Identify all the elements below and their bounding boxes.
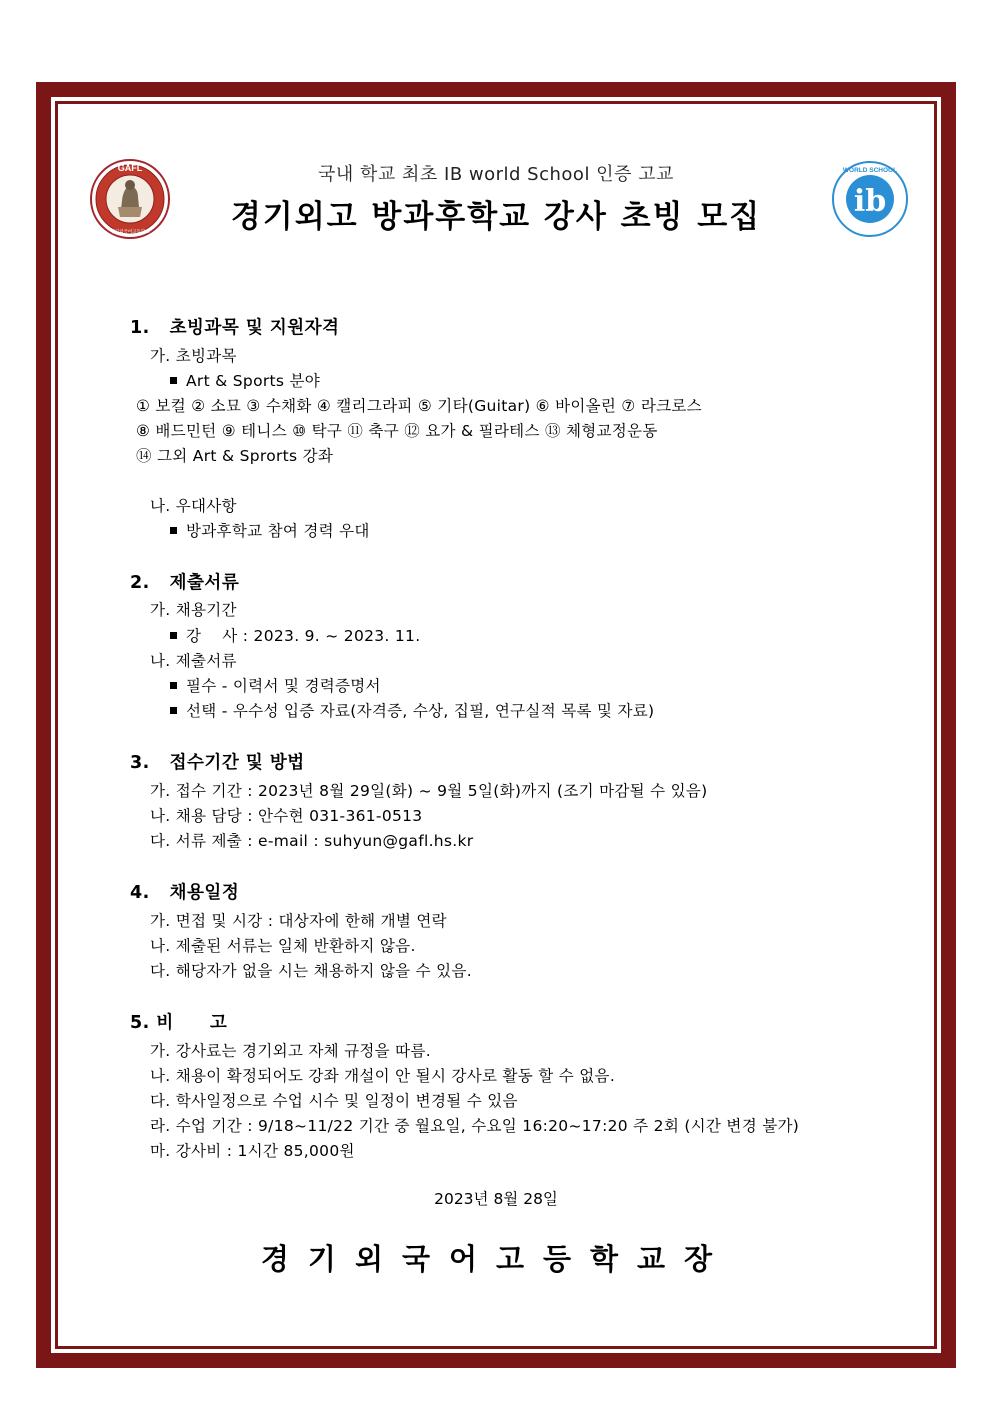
section-title: 접수기간 및 방법: [169, 753, 305, 773]
logo-text-top: GAFL: [117, 163, 143, 173]
s3-c: 다. 서류 제출 : e-mail : suhyun@gafl.hs.kr: [150, 832, 474, 850]
bullet-square-icon: [170, 377, 177, 384]
s5-a: 가. 강사료는 경기외고 자체 규정을 따름.: [150, 1042, 431, 1060]
bullet-text: 선택 - 우수성 입증 자료(자격증, 수상, 집필, 연구실적 목록 및 자료): [186, 702, 655, 720]
inner-border: [55, 101, 937, 1349]
bullet-text: 강 사 : 2023. 9. ~ 2023. 11.: [186, 627, 421, 645]
section-number: 3.: [130, 753, 150, 773]
s1-subjects-line-1: ① 보컬 ② 소묘 ③ 수채화 ④ 캘리그라피 ⑤ 기타(Guitar) ⑥ 바이올린 ⑦ 라크로스: [136, 397, 702, 415]
section-2-heading: [130, 569, 239, 594]
section-number: 2.: [130, 573, 150, 593]
section-3-heading: [130, 749, 305, 774]
section-1-heading: [130, 314, 339, 339]
header-title: 경기외고 방과후학교 강사 초빙 모집: [230, 199, 762, 235]
section-title: 제출서류: [169, 573, 240, 593]
s1-a-bullet: [170, 369, 320, 391]
s5-e: 마. 강사비 : 1시간 85,000원: [150, 1142, 355, 1160]
section-title-b: 고: [209, 1013, 228, 1033]
s2-b-bullet-2: [170, 699, 654, 721]
s5-c: 다. 학사일정으로 수업 시수 및 일정이 변경될 수 있음: [150, 1092, 518, 1110]
s5-d: 라. 수업 기간 : 9/18~11/22 기간 중 월요일, 수요일 16:20~17:20 주 2회 (시간 변경 불가): [150, 1117, 800, 1135]
ib-mark-text: ib: [853, 184, 887, 219]
s1-b-bullet: [170, 519, 370, 541]
s1-b-label: 나. 우대사항: [150, 497, 237, 515]
section-number: 1.: [130, 318, 150, 338]
bullet-square-icon: [170, 527, 177, 534]
header-subtitle: 국내 학교 최초 IB world School 인증 고교: [318, 164, 674, 185]
bullet-square-icon: [170, 682, 177, 689]
bullet-text: Art & Sports 분야: [186, 372, 321, 390]
ib-ring-text: WORLD SCHOOL: [842, 167, 898, 174]
s1-subjects-line-2: ⑧ 배드민턴 ⑨ 테니스 ⑩ 탁구 ⑪ 축구 ⑫ 요가 & 필라테스 ⑬ 체형교정운동: [136, 422, 658, 440]
principal-signature: 경기외국어고등학교장: [260, 1242, 732, 1276]
s5-b: 나. 채용이 확정되어도 강좌 개설이 안 될시 강사로 활동 할 수 없음.: [150, 1067, 616, 1085]
s2-b-bullet-1: [170, 674, 381, 696]
s4-c: 다. 해당자가 없을 시는 채용하지 않을 수 있음.: [150, 962, 472, 980]
section-title-a: 비: [156, 1013, 174, 1033]
section-title: 초빙과목 및 지원자격: [169, 318, 340, 338]
document-date: 2023년 8월 28일: [434, 1190, 558, 1208]
s1-subjects-line-3: ⑭ 그외 Art & Sprorts 강좌: [136, 447, 334, 465]
s4-b: 나. 제출된 서류는 일체 반환하지 않음.: [150, 937, 416, 955]
s3-a: 가. 접수 기간 : 2023년 8월 29일(화) ~ 9월 5일(화)까지 (조기 마감될 수 있음): [150, 782, 708, 800]
s1-a-label: 가. 초빙과목: [150, 347, 237, 365]
s2-b-label: 나. 제출서류: [150, 652, 237, 670]
s3-b: 나. 채용 담당 : 안수현 031-361-0513: [150, 807, 423, 825]
section-number: 4.: [130, 883, 150, 903]
s2-a-bullet: [170, 624, 420, 646]
bullet-square-icon: [170, 632, 177, 639]
section-number: 5.: [130, 1013, 150, 1033]
logo-text-bottom: 경기외국어고등학교: [110, 230, 150, 235]
section-5-heading: [130, 1009, 227, 1034]
bullet-text: 방과후학교 참여 경력 우대: [186, 522, 370, 540]
section-title: 채용일정: [169, 883, 240, 903]
section-4-heading: [130, 879, 239, 904]
bullet-square-icon: [170, 707, 177, 714]
s2-a-label: 가. 채용기간: [150, 601, 237, 619]
bullet-text: 필수 - 이력서 및 경력증명서: [186, 677, 381, 695]
s4-a: 가. 면접 및 시강 : 대상자에 한해 개별 연락: [150, 912, 447, 930]
